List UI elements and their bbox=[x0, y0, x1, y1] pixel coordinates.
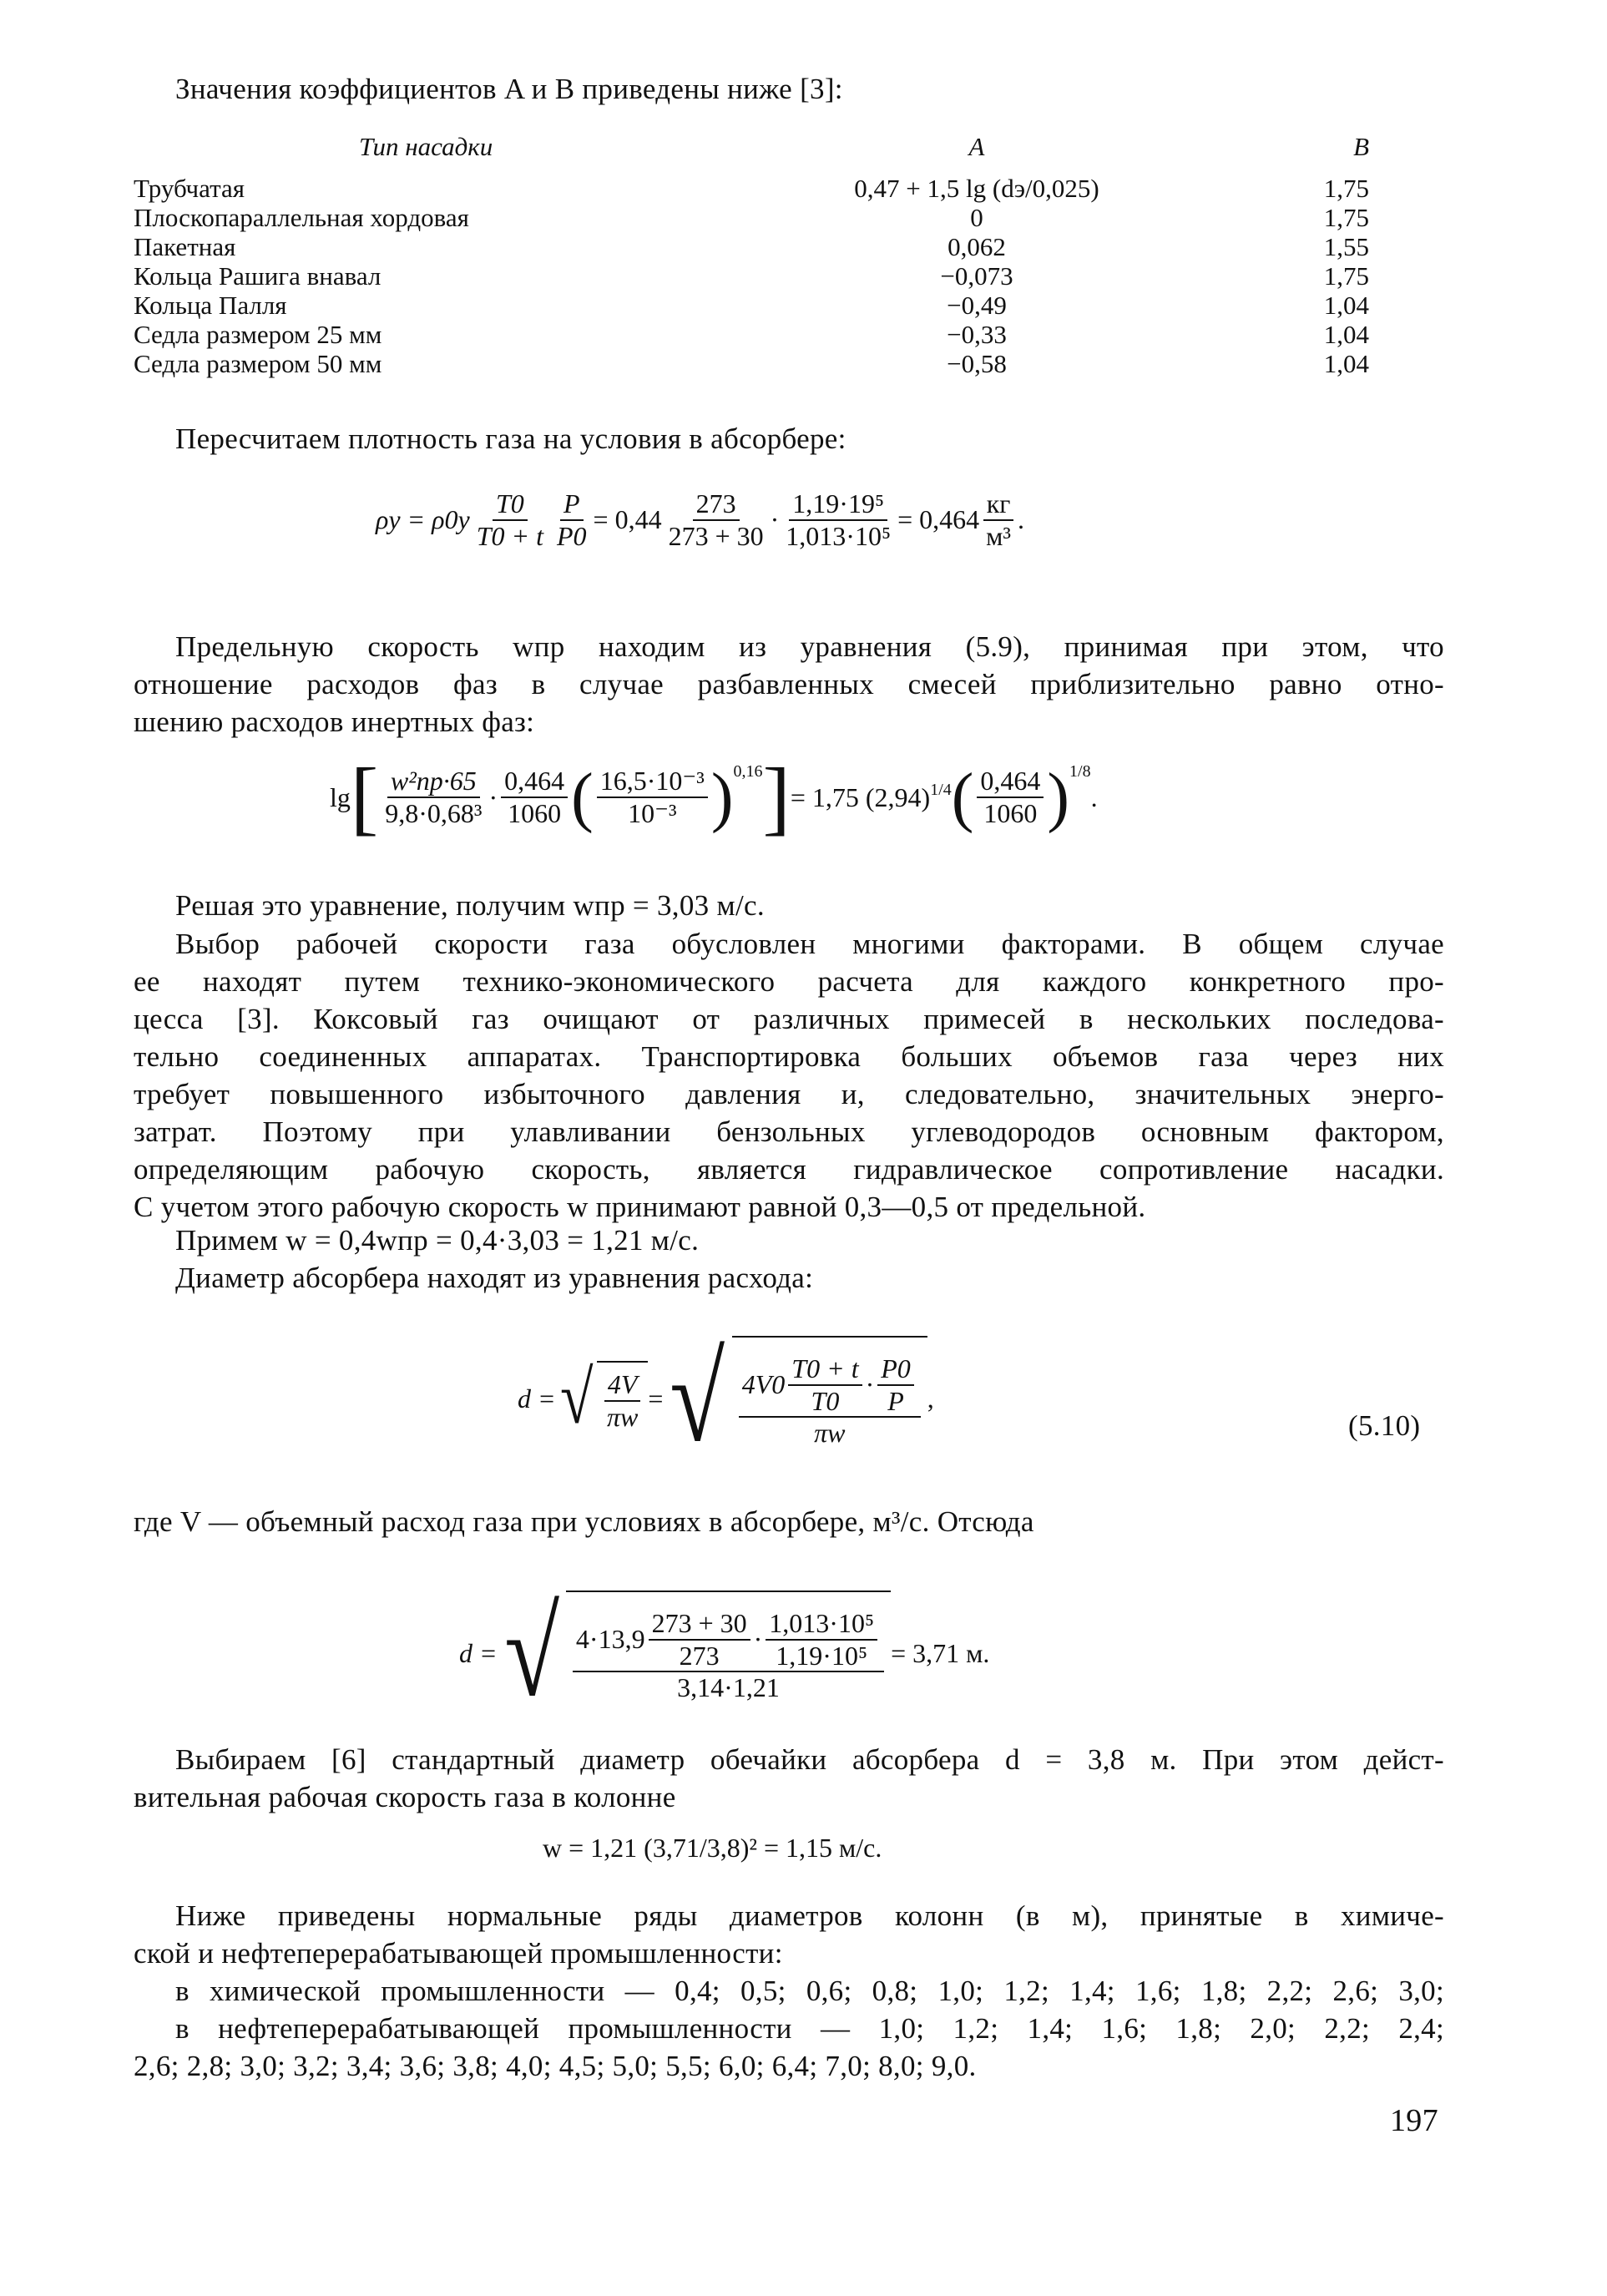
coefficient-table bbox=[134, 132, 1402, 378]
density-paragraph: Пересчитаем плотность газа на условия в абсорбере: bbox=[175, 422, 846, 455]
velocity-equation: w = 1,21 (3,71/3,8)² = 1,15 м/с. bbox=[543, 1833, 882, 1863]
fraction: $\frac{T0}{T0 + t}$ bbox=[476, 488, 543, 551]
page-number: 197 bbox=[1390, 2103, 1438, 2138]
table-row bbox=[134, 349, 1402, 378]
cell-b: 1,75 bbox=[1323, 203, 1369, 232]
cell-a: −0,33 bbox=[947, 320, 1007, 349]
cell-type: Кольца Палля bbox=[134, 291, 287, 320]
cell-b: 1,75 bbox=[1323, 174, 1369, 203]
cell-a: 0,062 bbox=[948, 232, 1006, 261]
table-row bbox=[134, 320, 1402, 349]
table-row bbox=[134, 291, 1402, 320]
table-header-row bbox=[134, 132, 1402, 174]
diameter-equation: d = √ 4·13,9 $\frac{273 + 30}{273}$ · $\frac{\text{1,013·10⁵}}{\text{1,19·10⁵}}$ 3,14·1,21 = 3,71 м. bbox=[459, 1584, 990, 1722]
header-a: A bbox=[968, 132, 985, 161]
limit-paragraph: Предельную скорость wпр находим из уравнения (5.9), принимая при этом, что отношение расходов фаз в случае разбавленных смесей приблизительно равно отно- шению расходов инертных фаз: bbox=[134, 630, 1444, 738]
diameter-paragraph: Диаметр абсорбера находят из уравнения расхода: bbox=[175, 1262, 814, 1294]
cell-type: Седла размером 25 мм bbox=[134, 320, 382, 349]
cell-b: 1,55 bbox=[1323, 232, 1369, 261]
fraction: $\frac{4V}{\pi w}$ bbox=[604, 1369, 641, 1433]
fraction: $\frac{\text{16,5·10⁻³}}{\text{10⁻³}}$ bbox=[597, 766, 708, 829]
sqrt: √ $\frac{4V}{\pi w}$ bbox=[556, 1361, 649, 1436]
fraction: $\frac{кг}{\text{м³}}$ bbox=[983, 488, 1014, 552]
cell-a: 0 bbox=[970, 203, 983, 232]
sqrt: √ 4V0 $\frac{T0 + t}{T0}$ · $\frac{P0}{P}$ πw bbox=[663, 1336, 927, 1461]
where-paragraph: где V — объемный расход газа при условиях в абсорбере, м³/с. Отсюда bbox=[134, 1505, 1034, 1538]
fraction: $\frac{\text{1,19·19⁵}}{\text{1,013·10⁵}}$ bbox=[786, 488, 892, 551]
cell-b: 1,04 bbox=[1323, 291, 1369, 320]
series-paragraph: Ниже приведены нормальные ряды диаметров колонн (в м), принятые в химиче- ской и нефтеперерабатывающей промышленности: в химической промышленности — 0,4; 0,5; 0,6; 0,8; 1,0; 1,2; 1,4; 1,6; 1,8; 2,2; 2,6; 3,0; в нефтеперерабатывающей промышленности — 1,0; 1,2; 1,4; 1,6; 1,8; 2,0; 2,2; 2,4; 2,6; 2,8; 3,0; 3,2; 3,4; 3,6; 3,8; 4,0; 4,5; 5,0; 5,5; 6,0; 6,4; 7,0; 8,0; 9,0. bbox=[134, 1899, 1444, 2082]
eq-coef: = 0,44 bbox=[593, 504, 662, 535]
fraction: $\frac{\text{w²пр·65}}{\text{9,8·0,68³}}$ bbox=[385, 766, 483, 828]
solve-paragraph: Решая это уравнение, получим wпр = 3,03 м/с. bbox=[175, 889, 765, 922]
cell-type: Плоскопараллельная хордовая bbox=[134, 203, 469, 232]
eq-lhs: ρy = ρ0y bbox=[376, 504, 470, 535]
intro-text: Значения коэффициентов A и B приведены ниже [3]: bbox=[175, 73, 843, 105]
fraction: $\frac{P}{P0}$ bbox=[557, 488, 587, 551]
cell-a: 0,47 + 1,5 lg (dэ/0,025) bbox=[854, 174, 1099, 203]
cell-type: Пакетная bbox=[134, 232, 236, 261]
fraction: $\frac{273}{273 + 30}$ bbox=[668, 488, 764, 551]
select-paragraph: Выбираем [6] стандартный диаметр обечайки абсорбера d = 3,8 м. При этом дейст- вительная рабочая скорость газа в колонне bbox=[134, 1743, 1444, 1813]
sqrt: √ 4·13,9 $\frac{273 + 30}{273}$ · $\frac{\text{1,013·10⁵}}{\text{1,19·10⁵}}$ 3,14·1,21 bbox=[498, 1591, 892, 1716]
equation-number: (5.10) bbox=[1348, 1409, 1421, 1442]
cell-b: 1,75 bbox=[1323, 261, 1369, 291]
choice-paragraph: Выбор рабочей скорости газа обусловлен многими факторами. В общем случае ее находят путем технико-экономического расчета для каждого конкретного про- цесса [3]. Коксовый газ очищают от различных примесей в нескольких последова- тельно соединенных аппаратах. Транспортировка больших объемов газа через них требует повышенного избыточного давления и, следовательно, значительных энерго- затрат. Поэтому при улавливании бензольных углеводородов основным фактором, определяющим рабочую скорость, является гидравлическое сопротивление насадки. С учетом этого рабочую скорость w принимают равной 0,3—0,5 от предельной. bbox=[134, 928, 1444, 1223]
limit-equation: lg [ $\frac{\text{w²пр·65}}{\text{9,8·0,68³}}$ · $\frac{0,464}{1060}$ ( $\frac{\text{16,5·10⁻³}}{\text{10⁻³}}$ ) 0,16 ] = 1,75 (2,94) 1/4 ( $\frac{0,464}{1060}$ ) 1/8 . bbox=[330, 751, 1098, 843]
table-row bbox=[134, 174, 1402, 203]
eq-result: = 0,464 bbox=[897, 504, 980, 535]
table-row bbox=[134, 232, 1402, 261]
cell-a: −0,49 bbox=[947, 291, 1007, 320]
cell-b: 1,04 bbox=[1323, 349, 1369, 378]
fraction: 4V0 $\frac{T0 + t}{T0}$ · $\frac{P0}{P}$ πw bbox=[739, 1353, 921, 1449]
table-row bbox=[134, 203, 1402, 232]
cell-a: −0,58 bbox=[947, 349, 1007, 378]
cell-type: Кольца Рашига внавал bbox=[134, 261, 382, 291]
cell-a: −0,073 bbox=[940, 261, 1013, 291]
cell-b: 1,04 bbox=[1323, 320, 1369, 349]
table-row bbox=[134, 261, 1402, 291]
fraction: $\frac{0,464}{1060}$ bbox=[501, 766, 568, 829]
header-b: B bbox=[1353, 132, 1369, 161]
equation-5-10: d = √ $\frac{4V}{\pi w}$ = √ 4V0 $\frac{T0 + t}{T0}$ · $\frac{P0}{P}$ πw , bbox=[518, 1329, 934, 1468]
density-equation: ρy = ρ0y $\frac{T0}{T0 + t}$ $\frac{P}{P0}$ = 0,44 $\frac{273}{273 + 30}$ · $\frac{\text{1,19·19⁵}}{\text{1,013·10⁵}}$ = 0,464 $\frac{кг}{\text{м³}}$ . bbox=[376, 488, 1024, 551]
cell-type: Седла размером 50 мм bbox=[134, 349, 382, 378]
cell-type: Трубчатая bbox=[134, 174, 245, 203]
take-paragraph: Примем w = 0,4wпр = 0,4·3,03 = 1,21 м/с. bbox=[175, 1224, 700, 1257]
header-type: Тип насадки bbox=[359, 132, 493, 161]
fraction: $\frac{0,464}{1060}$ bbox=[977, 766, 1044, 829]
fraction: 4·13,9 $\frac{273 + 30}{273}$ · $\frac{\text{1,013·10⁵}}{\text{1,19·10⁵}}$ 3,14·1,21 bbox=[573, 1608, 884, 1703]
